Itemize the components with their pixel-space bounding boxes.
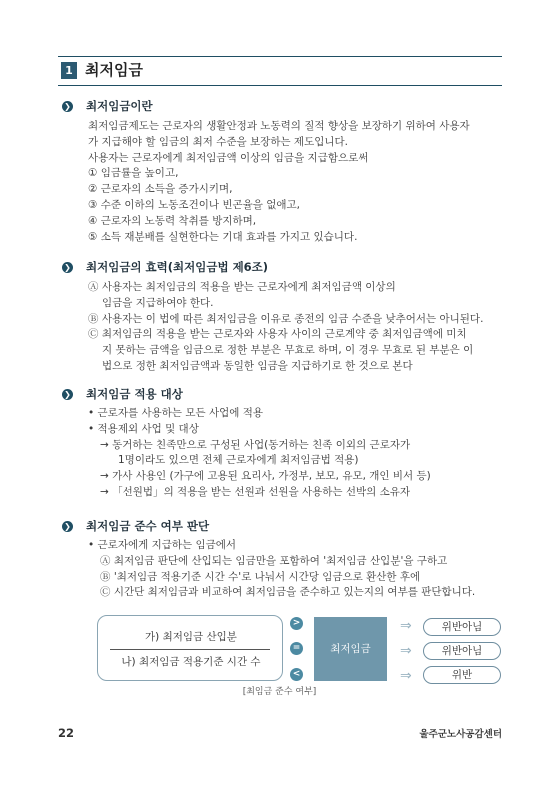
list-item: ③ 수준 이하의 노동조건이나 빈곤율을 없애고, bbox=[88, 198, 301, 211]
result-pill: 위반아님 bbox=[423, 618, 501, 636]
list-item: Ⓒ 시간단 최저임금과 비교하여 최저임금을 준수하고 있는지의 여부를 판단합니다. bbox=[100, 586, 476, 599]
header-rule-top bbox=[58, 56, 502, 57]
list-item: ① 임금률을 높이고, bbox=[88, 167, 179, 180]
section-minimum-wage-effect bbox=[62, 258, 507, 372]
greater-than-icon: > bbox=[290, 617, 303, 630]
list-item-continuation: 임금을 지급하여야 한다. bbox=[102, 296, 214, 309]
double-arrow-icon: ⇒ bbox=[400, 643, 412, 659]
list-item: Ⓒ 최저임금의 적용을 받는 근로자와 사용자 사이의 근로계약 중 최저임금액에 미치 bbox=[88, 328, 467, 341]
sub-item-continuation: 1명이라도 있으면 전체 근로자에게 최저임금법 적용) bbox=[118, 454, 359, 467]
section-compliance-check bbox=[62, 517, 507, 599]
list-item: Ⓐ 최저임금 판단에 산입되는 임금만을 포함하여 '최저임금 산입분'을 구하고 bbox=[100, 554, 448, 567]
fraction-divider bbox=[110, 649, 270, 650]
section-title: 최저임금의 효력(최저임금법 제6조) bbox=[86, 260, 269, 274]
fraction-numerator: 가) 최저임금 산입분 bbox=[145, 631, 237, 643]
section-body bbox=[88, 538, 475, 601]
section-minimum-wage-definition bbox=[62, 97, 507, 243]
paragraph-line: 최저임금제도는 근로자의 생활안정과 노동력의 질적 향상을 보장하기 위하여 사용자 bbox=[88, 120, 470, 132]
section-title: 최저임금이란 bbox=[86, 99, 153, 113]
section-body bbox=[88, 406, 431, 501]
result-pill: 위반아님 bbox=[423, 642, 501, 660]
list-item: Ⓑ 사용자는 이 법에 따른 최저임금을 이유로 종전의 임금 수준을 낮추어서는 아니된다. bbox=[88, 312, 484, 325]
fraction-denominator: 나) 최저임금 적용기준 시간 수 bbox=[121, 656, 261, 668]
fraction-box bbox=[97, 615, 283, 681]
chevron-right-icon: ❯ bbox=[62, 521, 73, 532]
header-rule-bottom bbox=[58, 85, 502, 86]
list-item-continuation: 지 못하는 금액을 임금으로 정한 부분은 무효로 하며, 이 경우 무효로 된 부분은 이 bbox=[102, 344, 474, 357]
list-item: ② 근로자의 소득을 증가시키며, bbox=[88, 183, 233, 196]
organization-name: 울주군노사공감센터 bbox=[419, 729, 502, 740]
chevron-right-icon: ❯ bbox=[62, 101, 73, 112]
chevron-right-icon: ❯ bbox=[62, 262, 73, 273]
page-number: 22 bbox=[58, 726, 75, 740]
minimum-wage-box: 최저임금 bbox=[314, 617, 387, 681]
sub-item: → 「선원법」의 적용을 받는 선원과 선원을 사용하는 선박의 소유자 bbox=[100, 485, 411, 498]
paragraph-line: 가 지급해야 할 임금의 최저 수준을 보장하는 제도입니다. bbox=[88, 135, 348, 148]
list-item: ⑤ 소득 재분배를 실현한다는 기대 효과를 가지고 있습니다. bbox=[88, 230, 358, 243]
list-item-continuation: 법으로 정한 최저임금액과 동일한 임금을 지급하기로 한 것으로 본다 bbox=[102, 359, 413, 372]
section-minimum-wage-scope bbox=[62, 385, 507, 498]
less-than-icon: < bbox=[290, 668, 303, 681]
diagram-caption: [최임금 준수 여부] bbox=[242, 687, 317, 697]
double-arrow-icon: ⇒ bbox=[400, 618, 412, 634]
compliance-diagram bbox=[97, 615, 507, 695]
section-title: 최저임금 적용 대상 bbox=[86, 387, 183, 401]
chevron-right-icon: ❯ bbox=[62, 389, 73, 400]
section-title: 최저임금 준수 여부 판단 bbox=[86, 519, 210, 533]
list-item: Ⓐ 사용자는 최저임금의 적용을 받는 근로자에게 최저임금액 이상의 bbox=[88, 281, 396, 293]
sub-item: → 동거하는 친족만으로 구성된 사업(동거하는 친족 이외의 근로자가 bbox=[100, 438, 411, 451]
list-item: Ⓑ '최저임금 적용기준 시간 수'로 나눠서 시간당 임금으로 환산한 후에 bbox=[100, 570, 421, 583]
chapter-title: 최저임금 bbox=[85, 61, 143, 79]
double-arrow-icon: ⇒ bbox=[400, 668, 412, 684]
bullet-item: • 근로자를 사용하는 모든 사업에 적용 bbox=[88, 407, 264, 419]
paragraph-line: 사용자는 근로자에게 최저임금액 이상의 임금을 지급함으로써 bbox=[88, 151, 369, 164]
equals-icon: = bbox=[290, 642, 303, 655]
result-pill: 위반 bbox=[423, 666, 501, 684]
list-item: ④ 근로자의 노동력 착취를 방지하며, bbox=[88, 214, 257, 227]
bullet-item: • 적용제외 사업 및 대상 bbox=[88, 422, 199, 435]
chapter-number-badge: 1 bbox=[61, 62, 77, 79]
section-body bbox=[88, 280, 483, 375]
section-body bbox=[88, 119, 470, 245]
sub-item: → 가사 사용인 (가구에 고용된 요리사, 가정부, 보모, 유모, 개인 비서 등) bbox=[100, 470, 431, 483]
bullet-item: • 근로자에게 지급하는 임금에서 bbox=[88, 539, 237, 551]
